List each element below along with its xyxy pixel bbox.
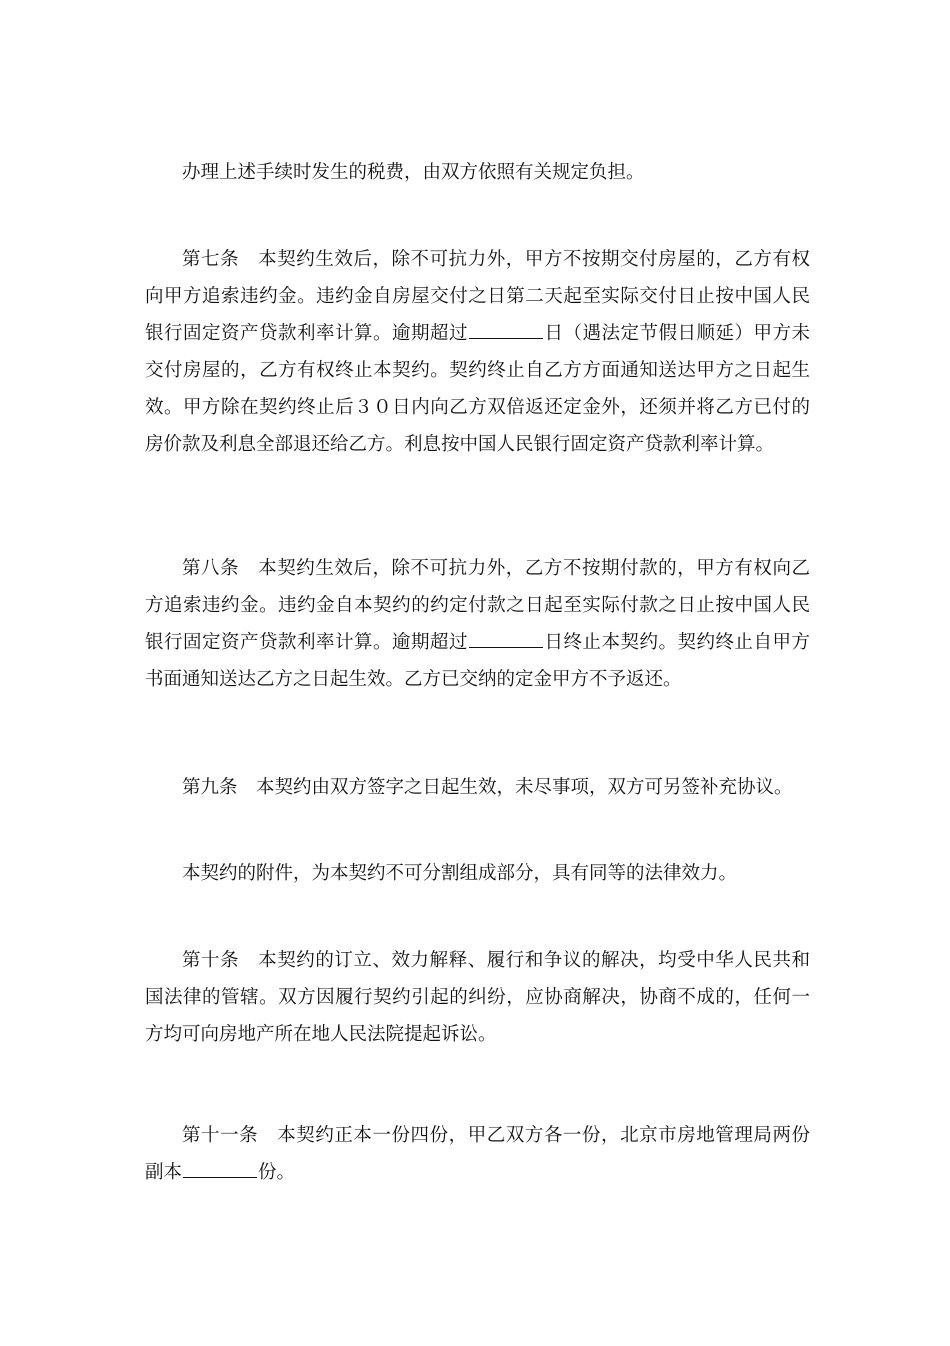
paragraph-article-9 <box>145 769 810 806</box>
paragraph-text: 份。 <box>258 1162 296 1183</box>
blank-line <box>469 629 543 648</box>
paragraph-article-11 <box>145 1117 810 1191</box>
paragraph-article-10 <box>145 942 810 1053</box>
paragraph-annex <box>145 855 810 892</box>
paragraph-text: 第七条 本契约生效后，除不可抗力外，甲方不按期交付房屋的，乙方有权向甲方追索违约金。违约金自房屋交付之日第二天起至实际交付日止按中国人民银行固定资产贷款利率计算。逾期超过 <box>145 249 810 344</box>
paragraph-text: 第十一条 本契约正本一份四份，甲乙双方各一份，北京市房地管理局两份副本 <box>145 1125 810 1183</box>
paragraph-article-7 <box>145 241 810 463</box>
blank-line <box>469 320 543 339</box>
paragraph-text: 本契约的附件，为本契约不可分割组成部分，具有同等的法律效力。 <box>182 863 738 884</box>
paragraph-tax-fees <box>145 154 810 191</box>
paragraph-text: 第十条 本契约的订立、效力解释、履行和争议的解决，均受中华人民共和国法律的管辖。双方因履行契约引起的纠纷，应协商解决，协商不成的，任何一方均可向房地产所在地人民法院提起诉讼。 <box>145 950 810 1045</box>
paragraph-text: 办理上述手续时发生的税费，由双方依照有关规定负担。 <box>182 162 645 183</box>
paragraph-text: 第八条 本契约生效后，除不可抗力外，乙方不按期付款的，甲方有权向乙方追索违约金。违约金自本契约的约定付款之日起至实际付款之日止按中国人民银行固定资产贷款利率计算。逾期超过 <box>145 558 810 653</box>
paragraph-text: 日终止本契约。契约终止自甲方书面通知送达乙方之日起生效。乙方已交纳的定金甲方不予返还。 <box>145 632 810 690</box>
blank-line <box>183 1159 257 1178</box>
paragraph-text: 第九条 本契约由双方签字之日起生效，未尽事项，双方可另签补充协议。 <box>182 777 793 798</box>
paragraph-article-8 <box>145 550 810 698</box>
paragraph-text: 日（遇法定节假日顺延）甲方未交付房屋的，乙方有权终止本契约。契约终止自乙方方面通知送达甲方之日起生效。甲方除在契约终止后３０日内向乙方双倍返还定金外，还须并将乙方已付的房价款及利息全部退还给乙方。利息按中国人民银行固定资产贷款利率计算。 <box>145 323 810 455</box>
